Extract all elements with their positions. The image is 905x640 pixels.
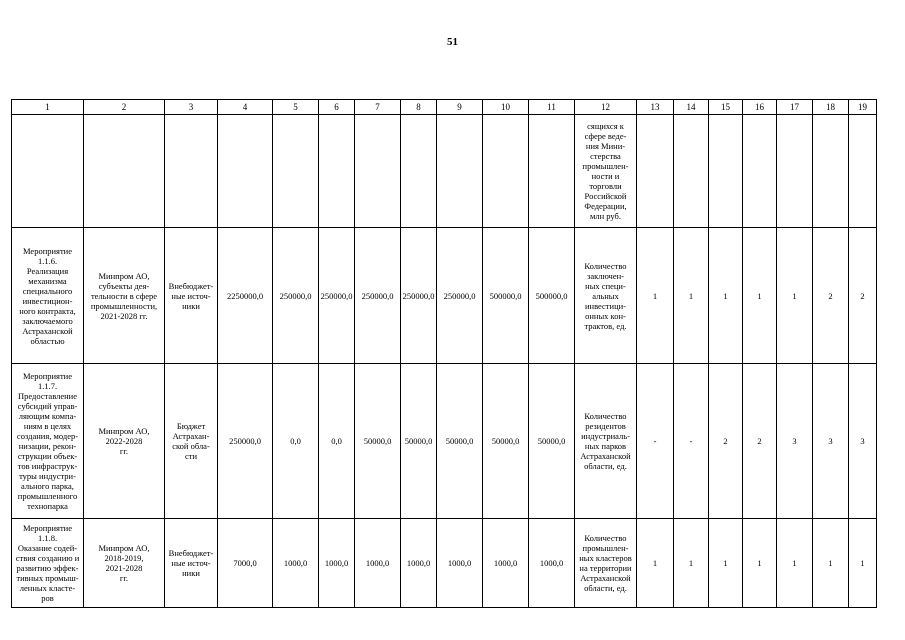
indicator-cell: сящихся к сфере веде- ния Мини- стерства промышлен- ности и торговли Российской Федерации, млн руб. xyxy=(575,115,637,228)
column-header: 13 xyxy=(637,100,674,115)
executor-cell: Минпром АО, 2018-2019, 2021-2028 гг. xyxy=(84,519,165,608)
amount-cell: 0,0 xyxy=(319,364,355,519)
column-header: 5 xyxy=(273,100,319,115)
executor-cell: Минпром АО, 2022-2028 гг. xyxy=(84,364,165,519)
target-cell: 1 xyxy=(743,228,777,364)
indicator-cell: Количество промышлен- ных кластеров на территории Астраханской области, ед. xyxy=(575,519,637,608)
column-header: 4 xyxy=(218,100,273,115)
event-cell: Мероприятие 1.1.7. Предоставление субсидий управ- ляющим компа- ниям в целях создания, модер- низации, рекон- струкции объек- тов инфраструк- туры индустри- ального парка, промышленного технопарка xyxy=(12,364,84,519)
amount-cell: 1000,0 xyxy=(355,519,401,608)
target-cell: 1 xyxy=(743,519,777,608)
target-cell: 1 xyxy=(777,228,813,364)
target-cell: 1 xyxy=(709,228,743,364)
target-cell: 1 xyxy=(637,519,674,608)
amount-cell: 1000,0 xyxy=(273,519,319,608)
amount-cell: 1000,0 xyxy=(483,519,529,608)
target-cell: 3 xyxy=(813,364,849,519)
column-header: 3 xyxy=(165,100,218,115)
column-header: 15 xyxy=(709,100,743,115)
amount-cell: 0,0 xyxy=(273,364,319,519)
column-header: 16 xyxy=(743,100,777,115)
column-header: 7 xyxy=(355,100,401,115)
target-cell: 2 xyxy=(709,364,743,519)
target-cell: 2 xyxy=(743,364,777,519)
amount-cell: 250000,0 xyxy=(401,228,437,364)
target-cell: 1 xyxy=(813,519,849,608)
amount-cell: 1000,0 xyxy=(437,519,483,608)
amount-cell: 250000,0 xyxy=(218,364,273,519)
amount-cell: 1000,0 xyxy=(529,519,575,608)
amount-cell: 50000,0 xyxy=(437,364,483,519)
column-header: 10 xyxy=(483,100,529,115)
target-cell: 3 xyxy=(777,364,813,519)
target-cell: 1 xyxy=(709,519,743,608)
column-header: 12 xyxy=(575,100,637,115)
table-row xyxy=(12,364,877,519)
column-header: 18 xyxy=(813,100,849,115)
target-cell: 1 xyxy=(849,519,877,608)
amount-cell: 50000,0 xyxy=(401,364,437,519)
event-cell: Мероприятие 1.1.6. Реализация механизма специального инвестицион- ного контракта, заключаемого Астраханской областью xyxy=(12,228,84,364)
target-cell: - xyxy=(674,364,709,519)
indicator-cell: Количество заключен- ных специ- альных инвестици- онных кон- трактов, ед. xyxy=(575,228,637,364)
column-header: 14 xyxy=(674,100,709,115)
amount-cell: 250000,0 xyxy=(273,228,319,364)
amount-cell: 50000,0 xyxy=(483,364,529,519)
indicator-cell: Количество резидентов индустриаль- ных парков Астраханской области, ед. xyxy=(575,364,637,519)
program-measures-table xyxy=(11,99,877,608)
column-header: 19 xyxy=(849,100,877,115)
column-header: 17 xyxy=(777,100,813,115)
amount-cell: 2250000,0 xyxy=(218,228,273,364)
event-cell: Мероприятие 1.1.8. Оказание содей- ствия созданию и развитию эффек- тивных промыш- ленных кластe- ров xyxy=(12,519,84,608)
column-header: 8 xyxy=(401,100,437,115)
amount-cell: 7000,0 xyxy=(218,519,273,608)
column-header: 1 xyxy=(12,100,84,115)
amount-cell: 50000,0 xyxy=(355,364,401,519)
target-cell: 3 xyxy=(849,364,877,519)
funding-source-cell: Внебюджет- ные источ- ники xyxy=(165,519,218,608)
target-cell: 2 xyxy=(849,228,877,364)
amount-cell: 500000,0 xyxy=(483,228,529,364)
executor-cell: Минпром АО, субъекты дея- тельности в сфере промышленности, 2021-2028 гг. xyxy=(84,228,165,364)
target-cell: 1 xyxy=(674,228,709,364)
target-cell: 1 xyxy=(777,519,813,608)
amount-cell: 1000,0 xyxy=(401,519,437,608)
continuation-row xyxy=(12,115,877,228)
table-row xyxy=(12,519,877,608)
target-cell: - xyxy=(637,364,674,519)
column-number-row xyxy=(12,100,877,115)
funding-source-cell: Внебюджет- ные источ- ники xyxy=(165,228,218,364)
target-cell: 1 xyxy=(637,228,674,364)
amount-cell: 250000,0 xyxy=(355,228,401,364)
column-header: 2 xyxy=(84,100,165,115)
target-cell: 2 xyxy=(813,228,849,364)
amount-cell: 250000,0 xyxy=(437,228,483,364)
funding-source-cell: Бюджет Астрахан- ской обла- сти xyxy=(165,364,218,519)
table-row xyxy=(12,228,877,364)
amount-cell: 250000,0 xyxy=(319,228,355,364)
amount-cell: 1000,0 xyxy=(319,519,355,608)
target-cell: 1 xyxy=(674,519,709,608)
page-number: 51 xyxy=(447,36,458,48)
column-header: 9 xyxy=(437,100,483,115)
column-header: 6 xyxy=(319,100,355,115)
amount-cell: 500000,0 xyxy=(529,228,575,364)
amount-cell: 50000,0 xyxy=(529,364,575,519)
column-header: 11 xyxy=(529,100,575,115)
